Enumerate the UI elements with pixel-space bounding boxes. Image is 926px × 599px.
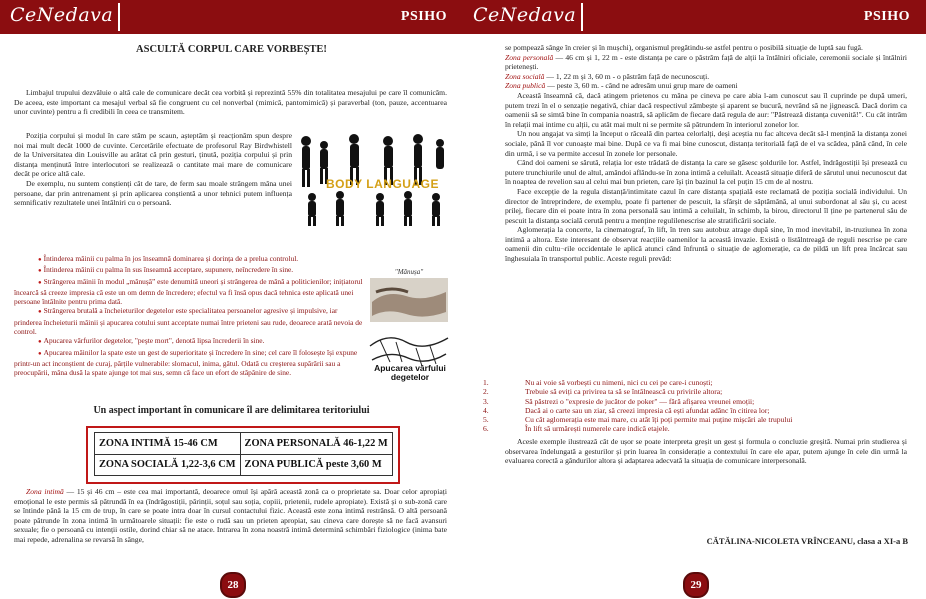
list-item: ● Strângerea mâinii în modul „mănușă” este denumită uneori și strângerea de mână a politicienilor; inițiatorul încearcă să creeze impresia că este un om demn de încredere; efectul va fi însă opus dacă tehnica este aplicată unei persoane întâlnite pentru prima dată. bbox=[14, 277, 363, 307]
list-item: 3. Să păstrezi o "expresie de jucător de poker" — fără afișarea vreunei emoții; bbox=[483, 396, 755, 406]
paragraph-1: Această înseamnă că, dacă atingem prietenos cu mâna pe cineva pe care abia l-am cunoscut sau îl cuprinde pe după umeri, putem trezi în el o senzație negativă, chiar dacă respectivul zâmbește și aparent se bucură, nevrând să ne jignească. Dacă dorim ca oamenii să se simtă bine în compania noastră, să aplicăm de fiecare dată regula de aur: "Păstrează distanța cuvenită!". Cu cât intrăm în relații mai intime cu alții, cu atât mai mult ni se permite să pătrundem în interiorul zonelor lor. bbox=[505, 90, 907, 129]
zona-sociala-label: Zona socială bbox=[505, 71, 545, 81]
page-number-left: 28 bbox=[220, 572, 246, 598]
intro-paragraph bbox=[14, 88, 447, 117]
list-item: ● Întinderea mâinii cu palma în sus înseamnă acceptare, supunere, neîncredere în sine. bbox=[14, 265, 363, 276]
zone-personala-cell: ZONA PERSONALĂ 46-1,22 M bbox=[240, 433, 392, 455]
zona-personala-text: — 46 cm și 1, 22 m - este distanța pe care o păstrăm față de alții la întâlniri oficiale, ceremonii sociale și întâlniri prietenești. bbox=[505, 52, 908, 72]
intro-text: Limbajul trupului dezvăluie o altă cale de comunicare decât cea vorbită și reprezintă 55% din totalitatea mesajului pe care îl comunicăm. De aceea, este important ca mesajul verbal să fie congruent cu cel nonverbal (mimică, pantomimică) și paraverbal (ton, pauze, accentuarea unor cuvinte) pentru a fi credibili în ceea ce transmitem. bbox=[14, 88, 447, 117]
apucarea-caption: Apucarea vârfului degetelor bbox=[374, 363, 446, 382]
list-item: ● Apucarea vârfurilor degetelor, "peşte mort", denotă lipsa încrederii în sine. bbox=[14, 336, 363, 347]
zones-table bbox=[94, 432, 393, 476]
paragraph-4: Face excepție de la regula distanță/intimitate cazul în care distanța spațială este reclamată de poziția socială individului. Un director de întreprindere, de exemplu, poate fi partener de pescuit, la sfârșit de săptămână, al unui subordonat al său și, cu acest prilej, fiecare din ei poate intra în zona personală sau intimă a celuilalt, în schimb, la birou, directorul îl ține pe partenerul său de pescuit la distanța socială cerută pentru a menține regulilenescrise ale stratificării sociale. bbox=[505, 186, 907, 225]
header-bar bbox=[463, 0, 926, 34]
list-item: ● Strângerea brutală a încheieturilor degetelor este specialitatea persoanelor agresive și impulsive, iar prinderea încheieturii mâinii și apucarea cotului sunt acceptate numai între prieteni sau rude, deoarece arată nevoia de control. bbox=[14, 306, 363, 336]
crowd-rules-list bbox=[483, 378, 899, 434]
paragraph-2: Un nou angajat va simți la început o răceală din partea celorlalți, deși aceștia nu fac altceva decât să-l mențină la distanța zonei sociale, până îl vor cunoaște mai bine. După ce va fi mai bine cunoscut, distanța teritorială față de el va scădea, până când, în cele din urmă, i se va permite accesul în zonele lor personale. bbox=[505, 129, 907, 158]
paragraph-3: De exemplu, nu suntem conștienți cât de tare, de ferm sau moale strângem mâna unei persoane, dar prin antrenament și prin aplicarea conștientă a unor tehnici putem influența semnificativ rezultatele unei întâlniri cu o persoană. bbox=[14, 178, 292, 208]
paragraph-3: Când doi oameni se sărută, relația lor este trădată de distanța la care se găsesc șoldurile lor. Astfel, îndrăgostiții își presează cu putere trunchiurile unul de altul, amândoi aflându-se în zona intimă a celuilalt. Această situație diferă de sărutul unui necunoscut dat în noaptea de revelion sau al celui mai bun prieten, care își țin bazinul la cel puțin 15 cm de al nostru. bbox=[505, 158, 907, 187]
manusa-caption: "Mănușa" bbox=[394, 268, 424, 276]
page-number-right: 29 bbox=[683, 572, 709, 598]
list-item: 5. Cu cât aglomerația este mai mare, cu atât îți poți permite mai puține mișcări ale trupului bbox=[483, 415, 793, 425]
right-page bbox=[463, 0, 926, 599]
zona-intima-label: Zona intimă bbox=[26, 487, 64, 496]
zones-box bbox=[86, 426, 400, 484]
paragraph-5: Aglomerația la concerte, la cinematograf, în lift, în tren sau autobuz atrage după sine, în mod inevitabil, in-truziunea în zona intimă a altora. Este interesant de observat reacțiile oamenilor la această invazie. Există o listălntreagă de reguli nescrise pe care oamenii din cultu¬rile occidentale le aplică atunci când înfruntă o situație de aglomerație, ca de pildă un lift prea încărcat sau înghesuiala în transportul public. Aceste reguli prevăd: bbox=[505, 225, 907, 264]
body-language-image bbox=[296, 131, 448, 227]
header-bar bbox=[0, 0, 463, 34]
continuation-text: se pompează sânge în creier și în mușchi), organismul pregătindu-se astfel pentru o posibilă situație de luptă sau fugă. bbox=[505, 43, 863, 52]
body-column bbox=[14, 131, 292, 208]
paragraph-2: Poziția corpului și modul în care stăm pe scaun, așteptăm și reacționăm spun despre noi mai mult decât 1000 de cuvinte. Cercetările efectuate de profesorul Ray Birdwhistell de la Universitatea din Louisville au arătat că prin gesturi, ținută, poziția corpului și prin distanța menținută între interlocutori se realizează o cantitate mai mare de comunicare decât pe orice altă cale. bbox=[14, 131, 292, 179]
zona-publica-label: Zona publică bbox=[505, 81, 546, 91]
zona-intima-paragraph bbox=[14, 487, 447, 545]
body-language-label: BODY LANGUAGE bbox=[326, 177, 439, 191]
zona-personala-label: Zona personală bbox=[505, 52, 554, 62]
zona-sociala-text: — 1, 22 m și 3, 60 m - o păstrăm față de necunoscuți. bbox=[544, 71, 710, 81]
conclusion-paragraph bbox=[505, 437, 907, 466]
brand-logo: CeNedava bbox=[10, 4, 114, 26]
right-column bbox=[505, 43, 907, 264]
header-divider bbox=[118, 3, 120, 31]
list-item: 1. Nu ai voie să vorbești cu nimeni, nici cu cei pe care-i cunoști; bbox=[483, 378, 713, 387]
zone-publica-cell: ZONA PUBLICĂ peste 3,60 M bbox=[240, 454, 392, 476]
conclusion-text: Acesle exemple ilustrează cât de ușor se poate interpreta greșit un gest și formula o concluzie greșită. Numai prin studierea și observarea îndelungată a gesturilor și prin luarea în considerație a contextului în care ele apar, putem ajunge în cele din urmă la evaluarea corectă a gândurilor altora și adaptarea adecvată la situația de comunicare interpersonală. bbox=[505, 437, 907, 466]
zona-publica-text: — peste 3, 60 m. - când ne adresăm unui grup mare de oameni bbox=[545, 81, 738, 91]
zone-intima-cell: ZONA INTIMĂ 15-46 CM bbox=[95, 433, 241, 455]
section-title: PSIHO bbox=[400, 9, 447, 24]
author-credit: CĂTĂLINA-NICOLETA VRÎNCEANU, clasa a XI-a B bbox=[706, 536, 908, 546]
territory-subheading: Un aspect important în comunicare îl are delimitarea teritoriului bbox=[93, 405, 370, 416]
section-title: PSIHO bbox=[863, 9, 910, 24]
zone-sociala-cell: ZONA SOCIALĂ 1,22-3,6 CM bbox=[95, 454, 241, 476]
brand-logo: CeNedava bbox=[473, 4, 577, 26]
list-item: ● Întinderea mâinii cu palma în jos înseamnă dominarea și dorința de a prelua controlul. bbox=[14, 254, 363, 265]
header-divider bbox=[581, 3, 583, 31]
list-item: 6. În lift să urmărești numerele care indică etajele. bbox=[483, 424, 670, 434]
article-title: ASCULTĂ CORPUL CARE VORBEȘTE! bbox=[136, 44, 327, 55]
list-item: 2. Trebuie să eviți ca privirea ta să se întâlnească cu privirile altora; bbox=[483, 387, 723, 397]
zona-intima-text: — 15 și 46 cm – este cea mai importantă, deoarece omul își apără această zonă ca o proprietate sa. Doar celor apropiați emoțional le este permis să pătrundă în ea (îndrăgostiții, părinții, soțul sau soția, copiii, prietenii, rudele apropiate). Există și o sub-zonă care se întinde până la 15 cm de trup, în care se poate intra doar în cursul contactului fizic. Această este zona intimă restrânsă. O altă persoană poate pătrunde în zona intimă în următoarele situații: fie este o rudă sau un prieten apropiat, sau cineva care dorește să ne facă avansuri sexuale; fie o persoană cu intenții ostile, dorind chiar să ne atace. Intrarea în zona noastră intimă determină schimbări fiziologice (inima bate mai repede, adrenalina se revarsă în sânge, bbox=[14, 487, 448, 544]
list-item: 4. Dacă ai o carte sau un ziar, să creezi impresia că ești afundat adânc în citirea lor; bbox=[483, 405, 770, 415]
list-item: ● Apucarea mâinilor la spate este un gest de superioritate și încredere în sine; cel care îl folosește își expune printr-un act inconștient de curaj, părțile vulnerabile: slomacul, inima, gâtul. Odată cu creșterea supărării sau a preocupării, mâna dusă la spate ajunge tot mai sus, semn că face un efort de stăpânire de sine. bbox=[14, 348, 363, 378]
handshake-images bbox=[366, 262, 452, 396]
handshake-bullets bbox=[14, 254, 363, 378]
